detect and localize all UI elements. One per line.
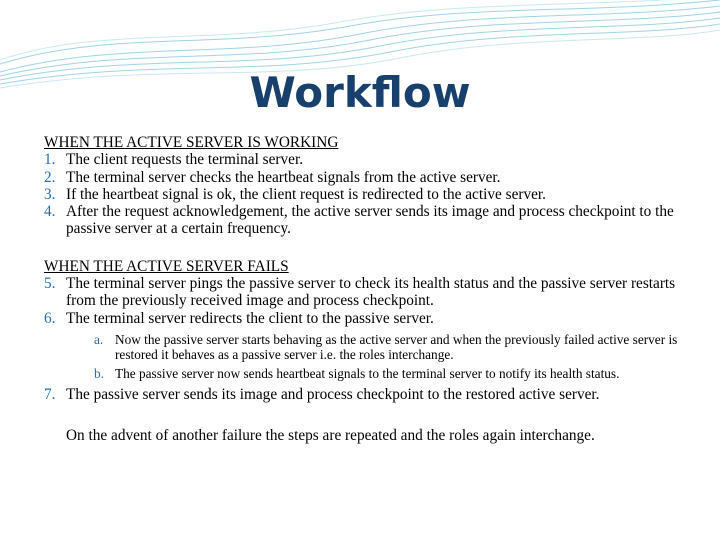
list-item-text: The terminal server pings the passive server to check its health status and the passive server restarts from the previously received image and process checkpoint. bbox=[66, 275, 676, 310]
closing-note: On the advent of another failure the steps are repeated and the roles again interchange. bbox=[66, 427, 595, 445]
list-item-text: The passive server sends its image and process checkpoint to the restored active server. bbox=[66, 386, 600, 404]
list-item bbox=[44, 386, 694, 403]
list-marker: 3. bbox=[44, 185, 56, 203]
list-item bbox=[44, 169, 694, 186]
list-item-text: After the request acknowledgement, the active server sends its image and process checkpoint to the passive server at a certain frequency. bbox=[66, 203, 674, 238]
section-heading-working: WHEN THE ACTIVE SERVER IS WORKING bbox=[44, 134, 339, 151]
list-item-text: The terminal server checks the heartbeat signals from the active server. bbox=[66, 168, 501, 186]
sub-list-marker: a. bbox=[94, 331, 104, 347]
sub-list-marker: b. bbox=[94, 365, 104, 381]
list-item-text: The client requests the terminal server. bbox=[66, 151, 304, 169]
sub-list-item-text: The passive server now sends heartbeat signals to the terminal server to notify its health status. bbox=[115, 365, 620, 381]
slide-title: Workflow bbox=[249, 68, 471, 117]
list-marker: 1. bbox=[44, 151, 56, 169]
failure-steps-list bbox=[44, 275, 694, 327]
list-item bbox=[44, 203, 694, 238]
list-item bbox=[44, 186, 694, 203]
list-marker: 2. bbox=[44, 168, 56, 186]
sub-list-item bbox=[44, 332, 694, 363]
section-heading-fails: WHEN THE ACTIVE SERVER FAILS bbox=[44, 257, 289, 275]
list-marker: 5. bbox=[44, 275, 56, 293]
list-item-text: The terminal server redirects the client to the passive server. bbox=[66, 309, 434, 327]
failure-final-step-list bbox=[44, 386, 694, 403]
list-item-text: If the heartbeat signal is ok, the client request is redirected to the active server. bbox=[66, 185, 546, 203]
slide-body bbox=[44, 134, 694, 445]
working-steps-list bbox=[44, 151, 694, 237]
list-item bbox=[44, 310, 694, 327]
list-marker: 4. bbox=[44, 203, 56, 221]
list-marker: 6. bbox=[44, 309, 56, 327]
failure-sub-steps-list bbox=[44, 332, 694, 381]
list-marker: 7. bbox=[44, 386, 56, 404]
list-item bbox=[44, 275, 694, 310]
list-item bbox=[44, 151, 694, 168]
sub-list-item-text: Now the passive server starts behaving as the active server and when the previously failed active server is restored it behaves as a passive server i.e. the roles interchange. bbox=[115, 331, 678, 363]
sub-list-item bbox=[44, 366, 694, 381]
